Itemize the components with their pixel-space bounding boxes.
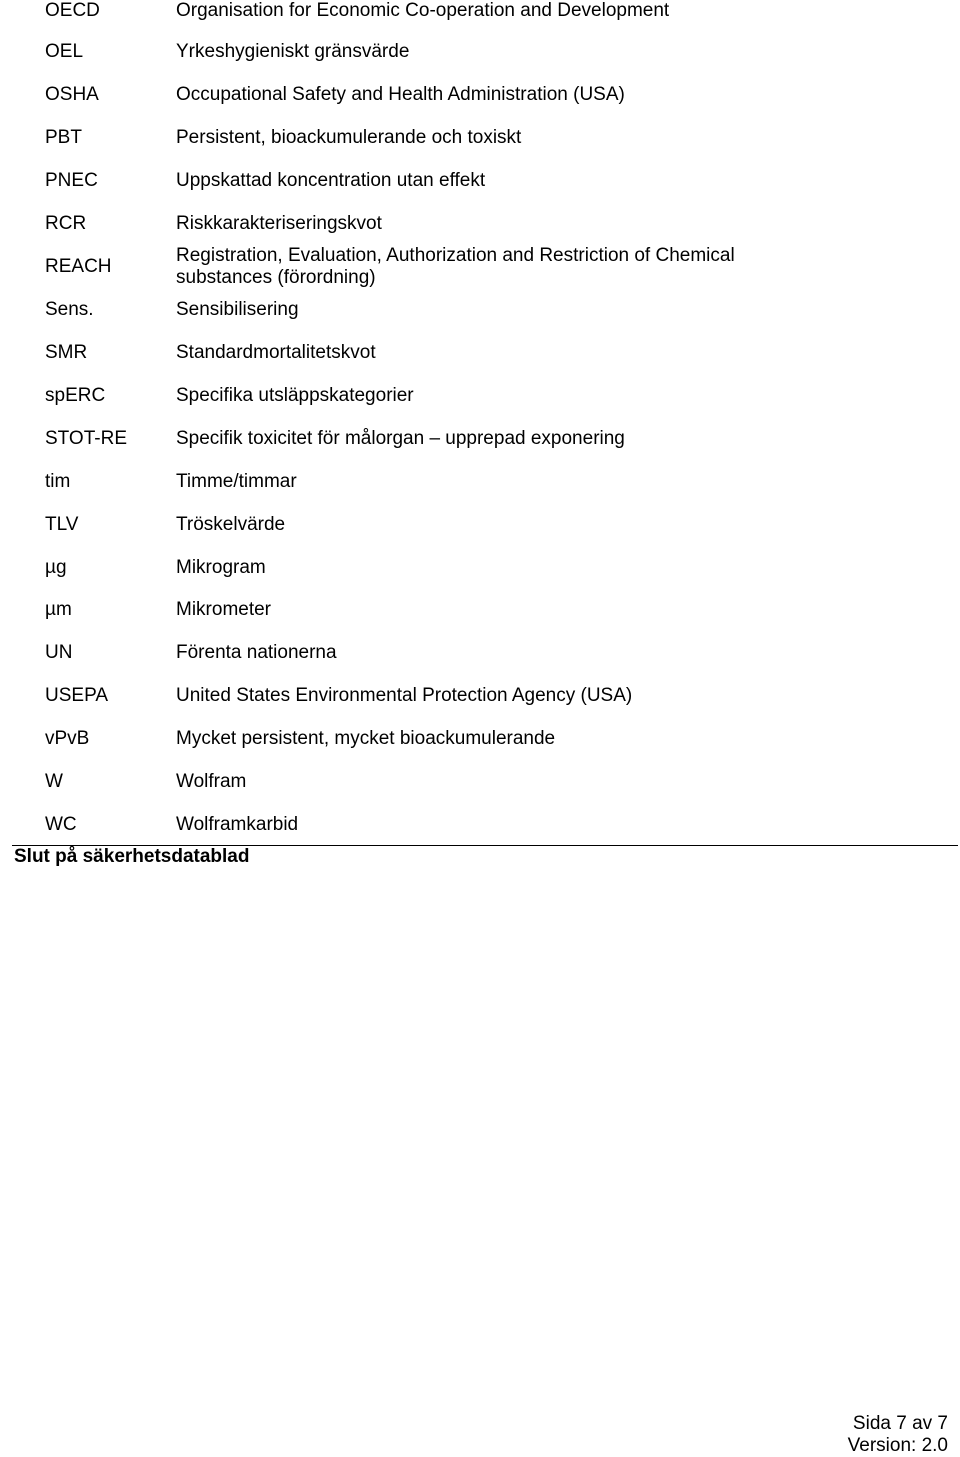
version-label: Version: 2.0 [847,1435,948,1456]
abbreviation-description: Specifika utsläppskategorier [176,385,414,406]
abbreviation-term: W [45,771,63,792]
abbreviation-description: Tröskelvärde [176,514,286,535]
abbreviation-description: Wolfram [176,771,247,792]
abbreviation-description: Standardmortalitetskvot [176,342,376,363]
abbreviation-term: STOT-RE [45,428,127,449]
abbreviation-description: Förenta nationerna [176,642,337,663]
abbreviation-description: Yrkeshygieniskt gränsvärde [176,41,410,62]
abbreviation-description: Registration, Evaluation, Authorization and Restriction of Chemical substances (förordning) [176,245,735,288]
abbreviation-term: vPvB [45,728,90,749]
abbreviation-description: Sensibilisering [176,299,299,320]
abbreviation-term: µm [45,599,72,620]
abbreviation-term: PNEC [45,170,98,191]
abbreviation-term: µg [45,557,67,578]
abbreviation-description: Timme/timmar [176,471,297,492]
abbreviation-term: OEL [45,41,84,62]
abbreviation-description: Wolframkarbid [176,814,299,835]
abbreviation-term: SMR [45,342,88,363]
abbreviation-description: Specifik toxicitet för målorgan – upprepad exponering [176,428,625,449]
abbreviation-description: Mikrometer [176,599,272,620]
abbreviation-term: OSHA [45,84,99,105]
abbreviation-term: UN [45,642,73,663]
abbreviation-description: Riskkarakteriseringskvot [176,213,382,234]
abbreviation-term: Sens. [45,299,94,320]
abbreviation-term: TLV [45,514,79,535]
abbreviation-term: spERC [45,385,106,406]
end-of-document-title: Slut på säkerhetsdatablad [14,846,250,867]
page-footer [848,1413,948,1457]
abbreviation-term: USEPA [45,685,109,706]
abbreviation-description: Organisation for Economic Co-operation and Development [176,0,670,21]
abbreviation-description: United States Environmental Protection Agency (USA) [176,685,633,706]
abbreviation-description: Mycket persistent, mycket bioackumulerande [176,728,556,749]
abbreviation-term: tim [45,471,71,492]
page-number: Sida 7 av 7 [852,1413,948,1434]
abbreviation-term: RCR [45,213,87,234]
abbreviation-term: REACH [45,256,112,277]
abbreviation-term: WC [45,814,77,835]
abbreviation-description: Mikrogram [176,557,266,578]
abbreviation-term: PBT [45,127,82,148]
abbreviation-description: Persistent, bioackumulerande och toxiskt [176,127,522,148]
abbreviation-term: OECD [45,0,100,21]
abbreviation-description: Occupational Safety and Health Administration (USA) [176,84,625,105]
abbreviation-description: Uppskattad koncentration utan effekt [176,170,486,191]
